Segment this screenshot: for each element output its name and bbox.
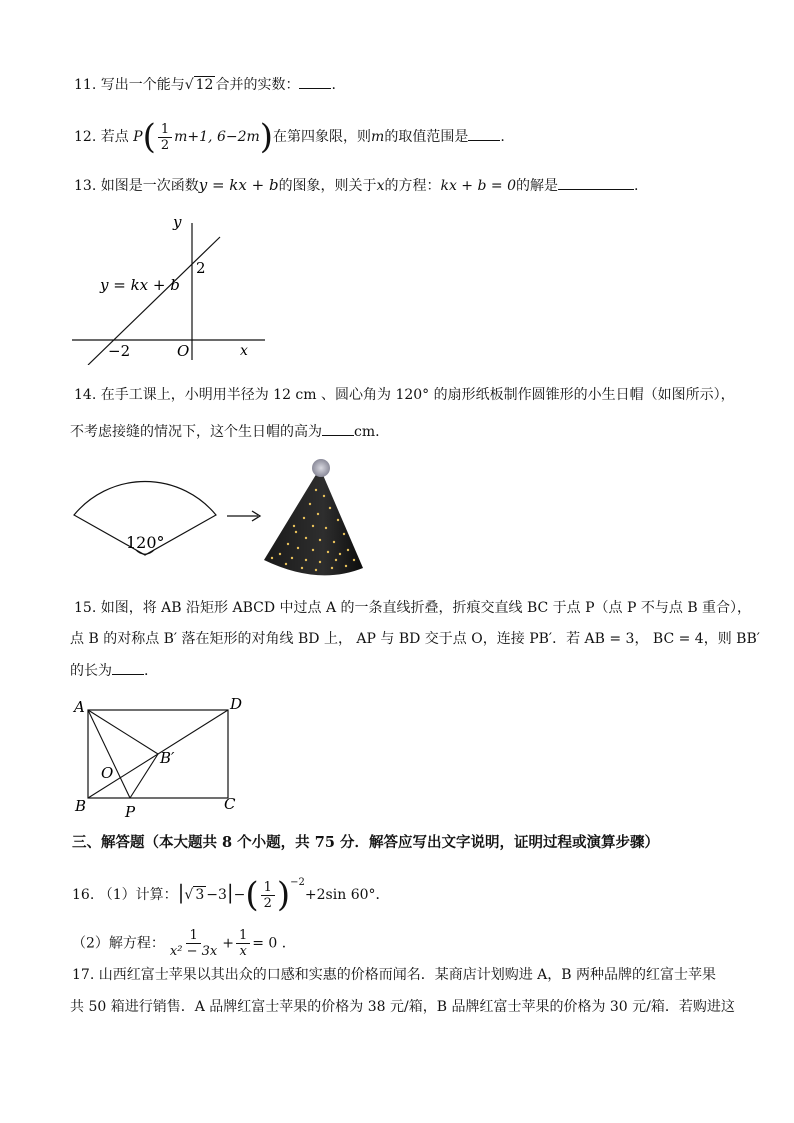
question-16-part2	[72, 928, 296, 959]
q16-f1-num: 1	[186, 928, 200, 944]
sector-figure	[66, 460, 226, 560]
q11-answer-blank[interactable]	[299, 74, 331, 89]
q13-text: 如图是一次函数	[100, 178, 199, 194]
label-b: B	[75, 797, 87, 815]
q16-part1-a: −3	[206, 887, 227, 903]
birthday-hat-image	[258, 456, 368, 584]
q16-f2-den: x	[239, 944, 247, 959]
q16-power: −2	[290, 877, 305, 888]
q16-part2-end: = 0 ．	[252, 935, 296, 952]
q14-line1: 在手工课上，小明用半径为 12 cm 、圆心角为 120° 的扇形纸板制作圆锥形的小生日帽（如图所示），	[100, 387, 735, 403]
x-intercept-label: −2	[108, 342, 131, 360]
label-b-prime: B′	[160, 749, 175, 767]
q16-part2-label: （2）解方程：	[72, 935, 165, 952]
q13-answer-blank[interactable]	[558, 175, 634, 190]
q15-end: .	[144, 663, 149, 679]
q13-number: 13.	[74, 178, 97, 194]
function-label: y = kx + b	[100, 276, 180, 294]
q13-func: y = kx + b	[198, 176, 279, 194]
q12-text3: 的取值范围是	[384, 129, 469, 145]
question-15-line3	[70, 660, 148, 681]
rectangle-fold-figure	[70, 693, 250, 823]
q13-var: x	[376, 178, 385, 194]
q16-lparen: (	[245, 875, 259, 915]
q11-radical: 12	[195, 77, 214, 93]
q14-end: .	[375, 424, 380, 440]
label-d: D	[230, 695, 243, 713]
question-15	[74, 598, 751, 618]
q16-sqrt: 3	[195, 887, 205, 903]
q16-frac-den: 2	[263, 895, 272, 911]
question-13	[74, 175, 638, 196]
q12-number: 12.	[74, 129, 97, 145]
q12-frac-num: 1	[158, 122, 172, 138]
q16-plus: +	[222, 935, 234, 952]
section-3-heading: 三、解答题（本大题共 8 个小题，共 75 分．解答应写出文字说明，证明过程或演算步骤）	[72, 834, 659, 851]
question-14-line2	[70, 421, 380, 442]
q17-number: 17.	[72, 967, 95, 983]
q14-line2: 不考虑接缝的情况下，这个生日帽的高为	[70, 424, 322, 440]
q13-text2: 的图象，则关于	[278, 178, 377, 194]
label-a: A	[74, 698, 85, 716]
abs-left-bar: |	[177, 880, 185, 904]
question-14	[74, 385, 735, 405]
question-17-line2	[70, 997, 735, 1017]
q17-line2: 共 50 箱进行销售．A 品牌红富士苹果的价格为 38 元/箱，B 品牌红富士苹果的价格为 30 元/箱．若购进这	[70, 999, 735, 1015]
q12-fraction	[158, 122, 172, 153]
q14-answer-blank[interactable]	[322, 421, 354, 436]
q12-point: P	[133, 129, 143, 145]
abs-right-bar: |	[226, 880, 234, 904]
q16-eq-fraction2	[236, 928, 250, 959]
q12-answer-blank[interactable]	[468, 126, 500, 141]
q13-end: .	[633, 178, 639, 194]
q17-line1: 山西红富士苹果以其出众的口感和实惠的价格而闻名．某商店计划购进 A，B 两种品牌的红富士苹果	[98, 967, 717, 983]
origin-label: O	[177, 342, 190, 360]
q15-answer-blank[interactable]	[112, 660, 144, 675]
q12-lparen: (	[142, 117, 156, 157]
q16-f1-den: x² − 3x	[169, 944, 218, 959]
q12-end: .	[500, 129, 505, 145]
y-intercept-label: 2	[196, 259, 206, 277]
question-11: 11. 写出一个能与√ 12 合并的实数： .	[74, 74, 336, 95]
q11-text2: 合并的实数：	[215, 77, 300, 93]
q16-eq-fraction1	[167, 928, 220, 959]
hat-pompom	[312, 459, 330, 477]
q15-line1: 如图，将 AB 沿矩形 ABCD 中过点 A 的一条直线折叠，折痕交直线 BC 于点 P（点 P 不与点 B 重合），	[100, 600, 752, 616]
x-axis-label: x	[240, 343, 248, 359]
angle-label: 120°	[126, 533, 165, 552]
question-15-line2	[70, 629, 760, 649]
q12-text: 若点	[100, 129, 129, 145]
q13-text3: 的方程：	[384, 178, 441, 194]
question-12	[74, 117, 505, 157]
q12-var: m	[371, 129, 385, 145]
label-o: O	[101, 764, 114, 782]
q12-frac-den: 2	[160, 137, 170, 153]
q16-fraction	[261, 880, 275, 911]
q11-end: .	[331, 77, 336, 93]
q16-frac-num: 1	[261, 880, 275, 896]
q16-number: 16.	[72, 887, 95, 903]
label-c: C	[224, 795, 236, 813]
q15-line2: 点 B 的对称点 B′ 落在矩形的对角线 BD 上， AP 与 BD 交于点 O，连接 PB′．若 AB = 3， BC = 4，则 BB′	[70, 631, 760, 647]
q16-part1-c: +2sin 60°．	[304, 887, 390, 903]
q16-part1-label: （1）计算：	[98, 887, 178, 903]
q16-rparen: )	[276, 875, 291, 915]
q11-text: 写出一个能与	[100, 77, 185, 93]
label-p: P	[125, 803, 136, 821]
q14-number: 14.	[74, 387, 97, 403]
y-axis-label: y	[173, 213, 182, 231]
q12-coords: m+1, 6−2m	[174, 129, 260, 145]
q16-f2-num: 1	[236, 928, 250, 944]
q11-number: 11.	[74, 77, 97, 93]
linear-function-graph	[60, 205, 270, 365]
q12-rparen: )	[259, 117, 274, 157]
question-16-part1: 16. （1）计算：|√ 3 −3|−( $\frac{1}{2}$ )$^{-2}$+2sin 60°．	[72, 875, 390, 915]
q15-line3: 的长为	[70, 663, 112, 679]
q12-text2: 在第四象限，则	[273, 129, 372, 145]
segment-pb-prime	[130, 754, 158, 798]
q15-number: 15.	[74, 600, 97, 616]
question-17	[72, 965, 716, 985]
q13-text4: 的解是	[515, 178, 558, 194]
q16-part1-b: −	[233, 887, 246, 903]
q14-unit: cm	[354, 424, 376, 440]
hat-cone	[264, 468, 363, 575]
q13-equation: kx + b = 0	[440, 178, 516, 194]
